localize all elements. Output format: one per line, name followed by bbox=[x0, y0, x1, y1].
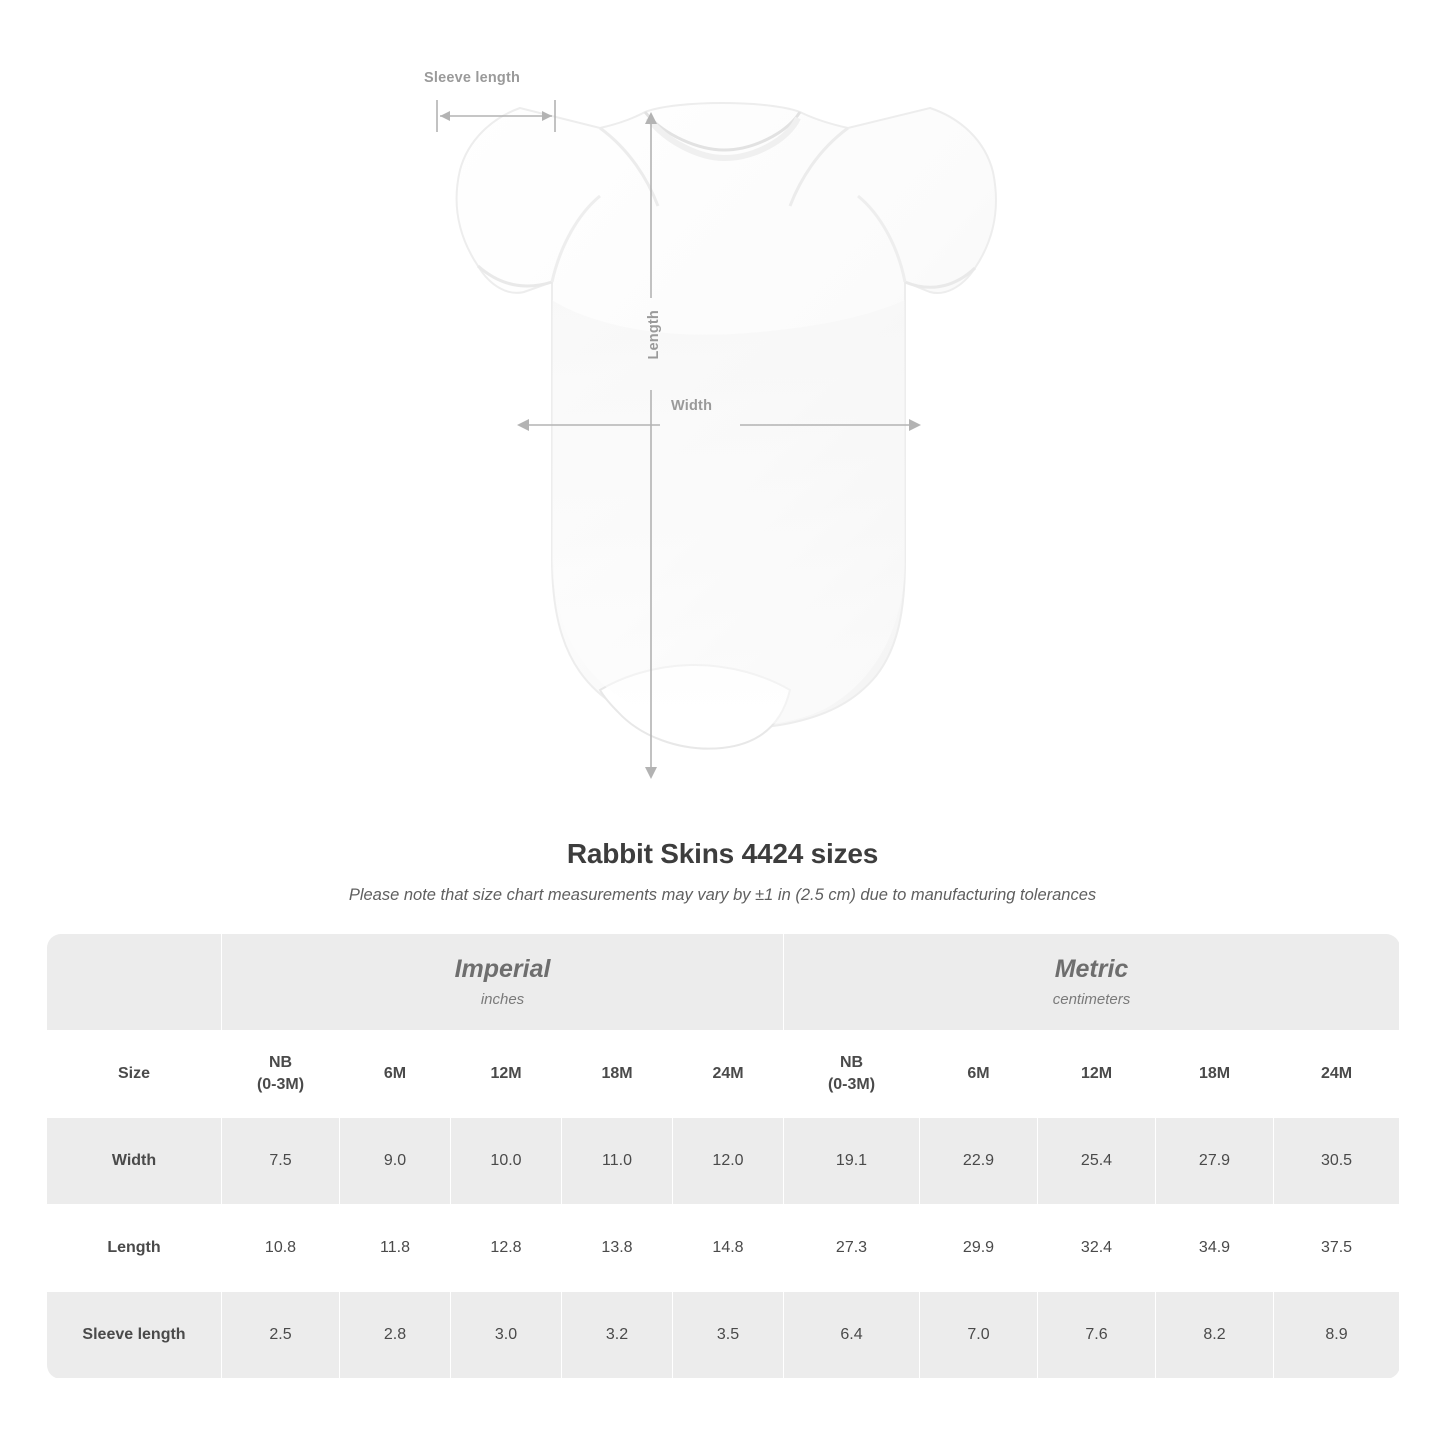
metric-sublabel: centimeters bbox=[1052, 991, 1131, 1009]
cell-sleeve-imperial-18m: 3.2 bbox=[562, 1292, 673, 1379]
row-header-width: Width bbox=[47, 1118, 222, 1205]
tolerance-note: Please note that size chart measurements may vary by ±1 in (2.5 cm) due to manufacturing tolerances bbox=[348, 886, 1097, 904]
sleeve-length-label: Sleeve length bbox=[424, 70, 521, 86]
table-row bbox=[47, 1118, 1400, 1205]
cell-length-metric-6m: 29.9 bbox=[920, 1205, 1038, 1292]
column-header-imperial-6m: 6M bbox=[340, 1031, 451, 1118]
width-label: Width bbox=[671, 398, 713, 414]
imperial-sublabel: inches bbox=[480, 991, 525, 1009]
cell-width-metric-6m: 22.9 bbox=[920, 1118, 1038, 1205]
fabric-shading bbox=[552, 300, 905, 727]
cell-width-metric-18m: 27.9 bbox=[1156, 1118, 1274, 1205]
size-table-container bbox=[46, 933, 1399, 1379]
cell-width-imperial-24m: 12.0 bbox=[673, 1118, 784, 1205]
cell-width-metric-nb: 19.1 bbox=[784, 1118, 920, 1205]
metric-label: Metric bbox=[1054, 954, 1129, 983]
row-header-sleeve-length: Sleeve length bbox=[47, 1292, 222, 1379]
cell-sleeve-imperial-12m: 3.0 bbox=[451, 1292, 562, 1379]
cell-sleeve-metric-24m: 8.9 bbox=[1274, 1292, 1400, 1379]
table-row bbox=[47, 1205, 1400, 1292]
column-header-imperial-18m: 18M bbox=[562, 1031, 673, 1118]
cell-sleeve-metric-nb: 6.4 bbox=[784, 1292, 920, 1379]
imperial-group-header bbox=[222, 934, 784, 1031]
size-header-row bbox=[47, 1031, 1400, 1118]
cell-width-imperial-18m: 11.0 bbox=[562, 1118, 673, 1205]
cell-width-imperial-nb: 7.5 bbox=[222, 1118, 340, 1205]
column-header-sublabel: (0-3M) bbox=[256, 1076, 305, 1093]
column-header-imperial-nb bbox=[222, 1031, 340, 1118]
table-row bbox=[47, 1292, 1400, 1379]
size-header-cell: Size bbox=[47, 1031, 222, 1118]
cell-width-metric-12m: 25.4 bbox=[1038, 1118, 1156, 1205]
length-label: Length bbox=[646, 310, 662, 360]
column-header-metric-18m: 18M bbox=[1156, 1031, 1274, 1118]
cell-sleeve-imperial-6m: 2.8 bbox=[340, 1292, 451, 1379]
column-header-label: NB bbox=[268, 1054, 293, 1072]
cell-sleeve-imperial-nb: 2.5 bbox=[222, 1292, 340, 1379]
cell-length-imperial-24m: 14.8 bbox=[673, 1205, 784, 1292]
cell-sleeve-metric-18m: 8.2 bbox=[1156, 1292, 1274, 1379]
cell-sleeve-metric-12m: 7.6 bbox=[1038, 1292, 1156, 1379]
cell-length-imperial-18m: 13.8 bbox=[562, 1205, 673, 1292]
table-corner-cell bbox=[47, 934, 222, 1031]
column-header-imperial-12m: 12M bbox=[451, 1031, 562, 1118]
cell-width-metric-24m: 30.5 bbox=[1274, 1118, 1400, 1205]
imperial-label: Imperial bbox=[454, 954, 551, 983]
size-table bbox=[46, 933, 1400, 1379]
cell-width-imperial-6m: 9.0 bbox=[340, 1118, 451, 1205]
cell-sleeve-metric-6m: 7.0 bbox=[920, 1292, 1038, 1379]
cell-width-imperial-12m: 10.0 bbox=[451, 1118, 562, 1205]
column-header-metric-24m: 24M bbox=[1274, 1031, 1400, 1118]
cell-length-imperial-nb: 10.8 bbox=[222, 1205, 340, 1292]
page-title: Rabbit Skins 4424 sizes bbox=[566, 838, 879, 869]
cell-length-metric-nb: 27.3 bbox=[784, 1205, 920, 1292]
column-header-metric-nb bbox=[784, 1031, 920, 1118]
cell-length-metric-12m: 32.4 bbox=[1038, 1205, 1156, 1292]
column-header-metric-12m: 12M bbox=[1038, 1031, 1156, 1118]
cell-length-metric-24m: 37.5 bbox=[1274, 1205, 1400, 1292]
title-block bbox=[0, 838, 1445, 905]
cell-length-imperial-6m: 11.8 bbox=[340, 1205, 451, 1292]
cell-length-imperial-12m: 12.8 bbox=[451, 1205, 562, 1292]
unit-header-row bbox=[47, 934, 1400, 1031]
cell-sleeve-imperial-24m: 3.5 bbox=[673, 1292, 784, 1379]
column-header-sublabel: (0-3M) bbox=[827, 1076, 876, 1093]
cell-length-metric-18m: 34.9 bbox=[1156, 1205, 1274, 1292]
metric-group-header bbox=[784, 934, 1400, 1031]
row-header-length: Length bbox=[47, 1205, 222, 1292]
column-header-metric-6m: 6M bbox=[920, 1031, 1038, 1118]
column-header-imperial-24m: 24M bbox=[673, 1031, 784, 1118]
column-header-label: NB bbox=[839, 1054, 864, 1072]
